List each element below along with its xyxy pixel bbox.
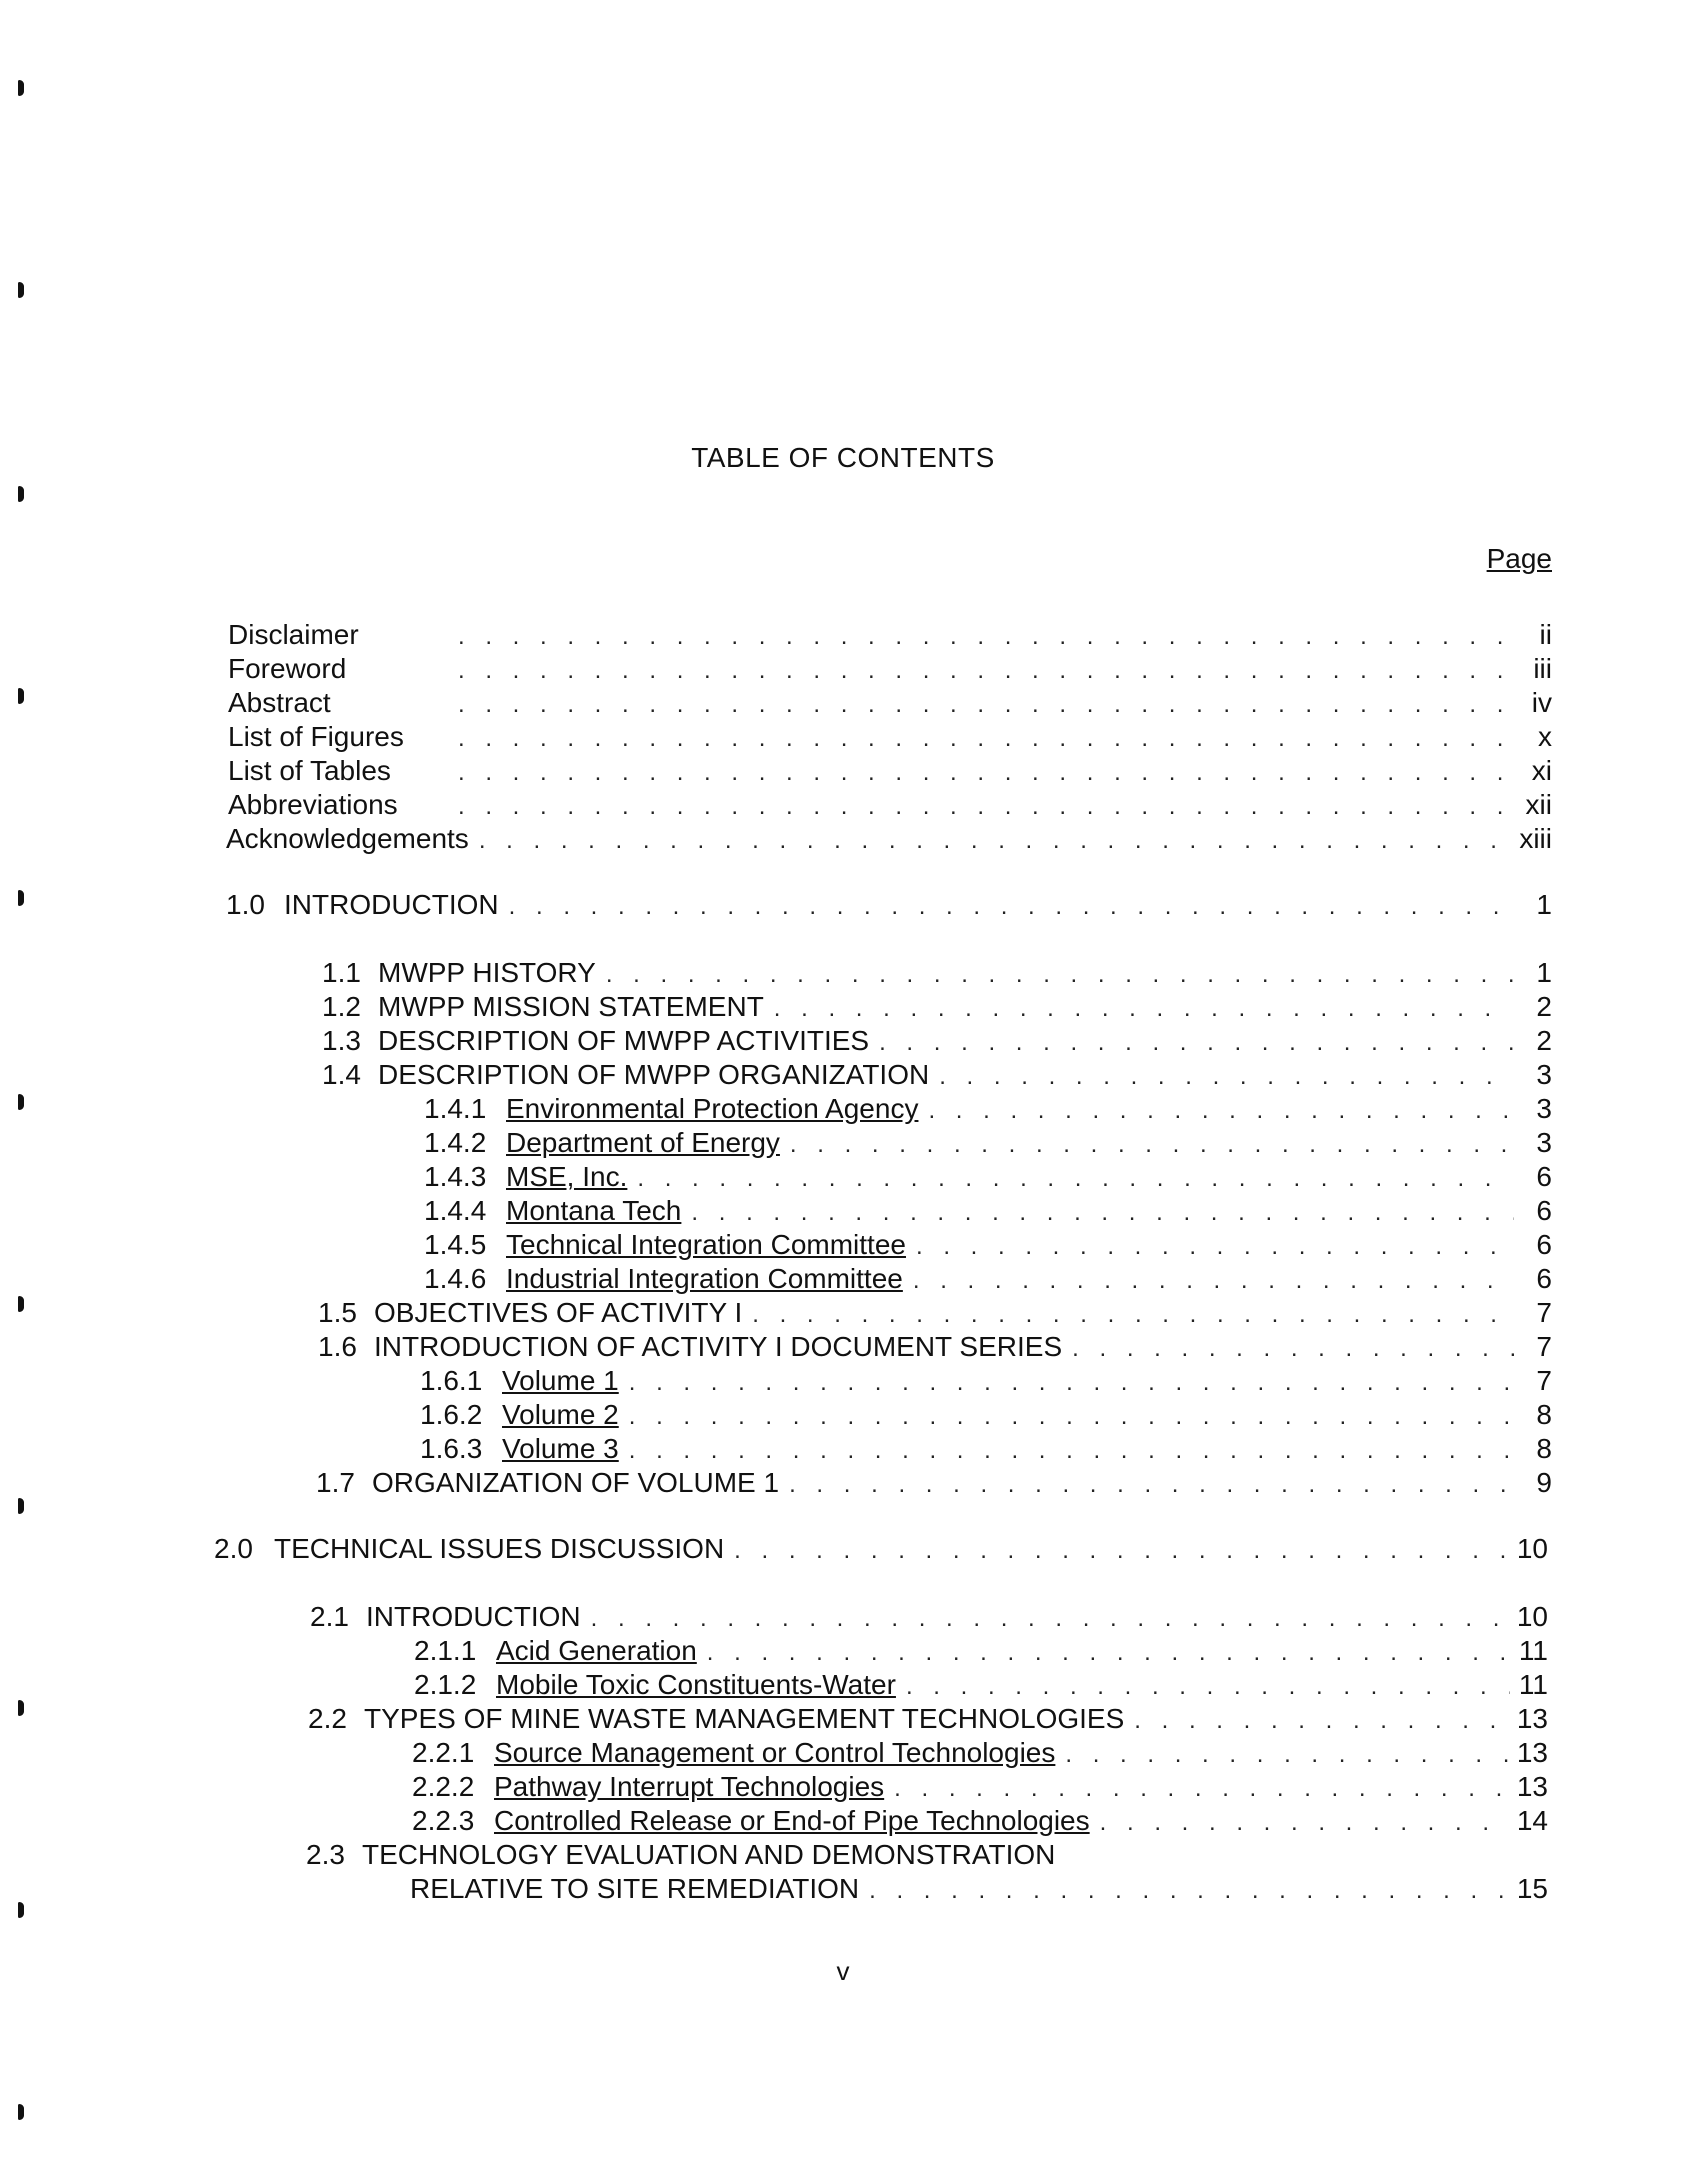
toc-entry-number: 1.4.6 bbox=[424, 1263, 487, 1294]
toc-leader-dots bbox=[916, 1230, 1514, 1264]
toc-entry-page: 2 bbox=[1536, 1025, 1552, 1056]
toc-entry-title: Industrial Integration Committee bbox=[506, 1263, 903, 1294]
toc-leader-dots bbox=[939, 1060, 1514, 1094]
toc-entry bbox=[308, 1702, 1548, 1738]
toc-entry bbox=[316, 1466, 1552, 1502]
toc-entry bbox=[228, 618, 1552, 654]
toc-leader-dots bbox=[906, 1670, 1510, 1704]
toc-entry-page: 6 bbox=[1536, 1263, 1552, 1294]
toc-entry bbox=[412, 1736, 1548, 1772]
toc-leader-dots bbox=[789, 1468, 1514, 1502]
toc-entry-page: 6 bbox=[1536, 1161, 1552, 1192]
toc-entry-page: 3 bbox=[1536, 1059, 1552, 1090]
toc-entry bbox=[420, 1398, 1552, 1434]
toc-entry-title: Disclaimer bbox=[228, 619, 359, 650]
footer-page-number: v bbox=[836, 1956, 850, 1986]
toc-entry-page: xii bbox=[1525, 789, 1552, 820]
toc-entry bbox=[228, 652, 1552, 688]
toc-entry-number: 1.4.5 bbox=[424, 1229, 487, 1260]
toc-entry bbox=[228, 720, 1552, 756]
toc-entry-title: Foreword bbox=[228, 653, 347, 684]
toc-entry bbox=[420, 1364, 1552, 1400]
toc-entry-page: 11 bbox=[1518, 1669, 1548, 1700]
page-title: TABLE OF CONTENTS bbox=[691, 442, 995, 473]
toc-entry-page: 14 bbox=[1516, 1805, 1548, 1836]
toc-leader-dots bbox=[913, 1264, 1514, 1298]
toc-entry bbox=[412, 1804, 1548, 1840]
toc-entry-title: Volume 1 bbox=[502, 1365, 619, 1396]
toc-entry-number: 2.1.2 bbox=[414, 1669, 477, 1700]
toc-entry-title: MSE, Inc. bbox=[506, 1161, 628, 1192]
toc-entry-number: 2.2 bbox=[308, 1703, 347, 1734]
toc-leader-dots bbox=[790, 1128, 1514, 1162]
toc-entry bbox=[424, 1092, 1552, 1128]
toc-entry-page: 1 bbox=[1536, 957, 1552, 988]
toc-entry-title: Source Management or Control Technologies bbox=[494, 1737, 1056, 1768]
toc-entry bbox=[424, 1126, 1552, 1162]
toc-entry-title: OBJECTIVES OF ACTIVITY I bbox=[374, 1297, 743, 1328]
toc-entry-number: 1.0 bbox=[226, 889, 265, 920]
toc-leader-dots bbox=[1100, 1806, 1509, 1840]
toc-entry-page: xi bbox=[1531, 755, 1552, 786]
toc-entry bbox=[214, 1532, 1548, 1568]
toc-entry bbox=[424, 1262, 1552, 1298]
toc-entry-title: DESCRIPTION OF MWPP ACTIVITIES bbox=[378, 1025, 870, 1056]
toc-leader-dots bbox=[691, 1196, 1514, 1230]
toc-entry-page: x bbox=[1538, 721, 1552, 752]
toc-entry-page: 13 bbox=[1516, 1703, 1548, 1734]
toc-entry-page: iv bbox=[1531, 687, 1552, 718]
toc-entry-title: List of Tables bbox=[228, 755, 391, 786]
toc-entry-number: 1.6.3 bbox=[420, 1433, 483, 1464]
toc-entry bbox=[414, 1634, 1548, 1670]
toc-entry bbox=[322, 990, 1552, 1026]
toc-entry bbox=[322, 956, 1552, 992]
toc-entry-page: iii bbox=[1533, 653, 1552, 684]
toc-leader-dots bbox=[458, 620, 1514, 654]
toc-leader-dots bbox=[637, 1162, 1514, 1196]
toc-entry-page: 6 bbox=[1536, 1229, 1552, 1260]
toc-leader-dots bbox=[458, 756, 1514, 790]
toc-entry-number: 1.2 bbox=[322, 991, 361, 1022]
toc-entry-title: MWPP HISTORY bbox=[378, 957, 596, 988]
toc-entry bbox=[414, 1668, 1548, 1704]
toc-entry bbox=[410, 1872, 1548, 1908]
toc-leader-dots bbox=[606, 958, 1514, 992]
toc-entry bbox=[310, 1600, 1548, 1636]
toc-entry bbox=[424, 1228, 1552, 1264]
toc-entry-title: Mobile Toxic Constituents-Water bbox=[496, 1669, 896, 1700]
toc-entry-title: Montana Tech bbox=[506, 1195, 682, 1226]
toc-entry-number: 1.4 bbox=[322, 1059, 361, 1090]
toc-entry-title: INTRODUCTION bbox=[284, 889, 499, 920]
toc-entry-number: 2.3 bbox=[306, 1839, 345, 1870]
toc-entry-title: Volume 2 bbox=[502, 1399, 619, 1430]
toc-entry-title: Abstract bbox=[228, 687, 331, 718]
toc-entry-page: 9 bbox=[1536, 1467, 1552, 1498]
toc-entry-page: 3 bbox=[1536, 1127, 1552, 1158]
toc-entry-page: 13 bbox=[1516, 1771, 1548, 1802]
toc-entry-title: ORGANIZATION OF VOLUME 1 bbox=[372, 1467, 780, 1498]
toc-leader-dots bbox=[629, 1400, 1514, 1434]
toc-leader-dots bbox=[1134, 1704, 1509, 1738]
toc-leader-dots bbox=[629, 1366, 1514, 1400]
toc-entry-number: 2.1.1 bbox=[414, 1635, 477, 1666]
toc-entry-number: 1.1 bbox=[322, 957, 361, 988]
toc-entry-number: 1.4.2 bbox=[424, 1127, 487, 1158]
toc-entry bbox=[424, 1160, 1552, 1196]
toc-entry-number: 2.2.1 bbox=[412, 1737, 475, 1768]
toc-entry bbox=[424, 1194, 1552, 1230]
toc-entry bbox=[322, 1024, 1552, 1060]
toc-leader-dots bbox=[879, 1026, 1514, 1060]
toc-entry-title: INTRODUCTION bbox=[366, 1601, 581, 1632]
toc-entry-page: 13 bbox=[1516, 1737, 1548, 1768]
toc-entry-number: 1.4.1 bbox=[424, 1093, 487, 1124]
toc-entry-number: 1.6 bbox=[318, 1331, 357, 1362]
toc-entry bbox=[318, 1330, 1552, 1366]
toc-entry-page: xiii bbox=[1519, 823, 1552, 854]
toc-entry-page: 8 bbox=[1536, 1399, 1552, 1430]
toc-entry-page: 7 bbox=[1536, 1297, 1552, 1328]
toc-entry-title: TYPES OF MINE WASTE MANAGEMENT TECHNOLOGIES bbox=[364, 1703, 1125, 1734]
toc-leader-dots bbox=[928, 1094, 1514, 1128]
toc-entry-page: 10 bbox=[1516, 1533, 1548, 1564]
toc-leader-dots bbox=[774, 992, 1514, 1026]
toc-leader-dots bbox=[869, 1874, 1509, 1908]
toc-leader-dots bbox=[894, 1772, 1509, 1806]
toc-entry-title: MWPP MISSION STATEMENT bbox=[378, 991, 764, 1022]
toc-entry bbox=[226, 888, 1552, 924]
toc-entry-title: Volume 3 bbox=[502, 1433, 619, 1464]
toc-entry-number: 2.2.3 bbox=[412, 1805, 475, 1836]
toc-entry bbox=[412, 1770, 1548, 1806]
toc-entry bbox=[228, 788, 1552, 824]
toc-entry-title: Pathway Interrupt Technologies bbox=[494, 1771, 885, 1802]
toc-entry-page: 3 bbox=[1536, 1093, 1552, 1124]
toc-leader-dots bbox=[707, 1636, 1510, 1670]
toc-entry-number: 2.0 bbox=[214, 1533, 253, 1564]
toc-entry-title: List of Figures bbox=[228, 721, 404, 752]
toc-leader-dots bbox=[458, 790, 1514, 824]
toc-entry-number: 2.2.2 bbox=[412, 1771, 475, 1802]
toc-entry-page: 15 bbox=[1516, 1873, 1548, 1904]
toc-entry-page: 2 bbox=[1536, 991, 1552, 1022]
page-column-header: Page bbox=[1486, 543, 1552, 574]
toc-leader-dots bbox=[591, 1602, 1509, 1636]
toc-entry-number: 1.6.1 bbox=[420, 1365, 483, 1396]
toc-leader-dots bbox=[458, 688, 1514, 722]
toc-entry-page: 7 bbox=[1536, 1331, 1552, 1362]
toc-leader-dots bbox=[752, 1298, 1514, 1332]
toc-entry bbox=[306, 1838, 1548, 1872]
toc-leader-dots bbox=[458, 654, 1514, 688]
toc-entry bbox=[228, 754, 1552, 790]
toc-entry bbox=[226, 822, 1552, 858]
toc-entry bbox=[322, 1058, 1552, 1094]
toc-entry-title: INTRODUCTION OF ACTIVITY I DOCUMENT SERIES bbox=[374, 1331, 1063, 1362]
toc-entry-number: 1.3 bbox=[322, 1025, 361, 1056]
toc-leader-dots bbox=[1065, 1738, 1508, 1772]
toc-leader-dots bbox=[734, 1534, 1509, 1568]
toc-entry-title: Abbreviations bbox=[228, 789, 398, 820]
toc-entry bbox=[318, 1296, 1552, 1332]
toc-entry-title: RELATIVE TO SITE REMEDIATION bbox=[410, 1873, 860, 1904]
toc-entry-number: 1.6.2 bbox=[420, 1399, 483, 1430]
toc-entry-number: 1.4.3 bbox=[424, 1161, 487, 1192]
toc-entry-page: ii bbox=[1539, 619, 1552, 650]
toc-entry-title: Acknowledgements bbox=[226, 823, 469, 854]
toc-entry-page: 10 bbox=[1516, 1601, 1548, 1632]
toc-entry-page: 6 bbox=[1536, 1195, 1552, 1226]
toc-entry-page: 1 bbox=[1536, 889, 1552, 920]
toc-entry-title: Acid Generation bbox=[496, 1635, 697, 1666]
toc-entry-title: Department of Energy bbox=[506, 1127, 780, 1158]
toc-leader-dots bbox=[629, 1434, 1514, 1468]
toc-entry-title: DESCRIPTION OF MWPP ORGANIZATION bbox=[378, 1059, 930, 1090]
toc-leader-dots bbox=[1072, 1332, 1514, 1366]
toc-entry-page: 7 bbox=[1536, 1365, 1552, 1396]
toc-entry-title: TECHNOLOGY EVALUATION AND DEMONSTRATION bbox=[362, 1839, 1056, 1870]
toc-leader-dots bbox=[509, 890, 1514, 924]
toc-entry-number: 1.5 bbox=[318, 1297, 357, 1328]
toc-entry bbox=[228, 686, 1552, 722]
toc-entry-title: Controlled Release or End-of Pipe Technologies bbox=[494, 1805, 1090, 1836]
toc-entry bbox=[420, 1432, 1552, 1468]
toc-entry-number: 1.7 bbox=[316, 1467, 355, 1498]
toc-entry-page: 8 bbox=[1536, 1433, 1552, 1464]
toc-entry-title: TECHNICAL ISSUES DISCUSSION bbox=[274, 1533, 725, 1564]
toc-entry-number: 1.4.4 bbox=[424, 1195, 487, 1226]
toc-leader-dots bbox=[458, 722, 1514, 756]
toc-entry-title: Technical Integration Committee bbox=[506, 1229, 906, 1260]
toc-entry-number: 2.1 bbox=[310, 1601, 349, 1632]
toc-leader-dots bbox=[479, 824, 1512, 858]
toc-entry-title: Environmental Protection Agency bbox=[506, 1093, 919, 1124]
toc-entry-page: 11 bbox=[1518, 1635, 1548, 1666]
